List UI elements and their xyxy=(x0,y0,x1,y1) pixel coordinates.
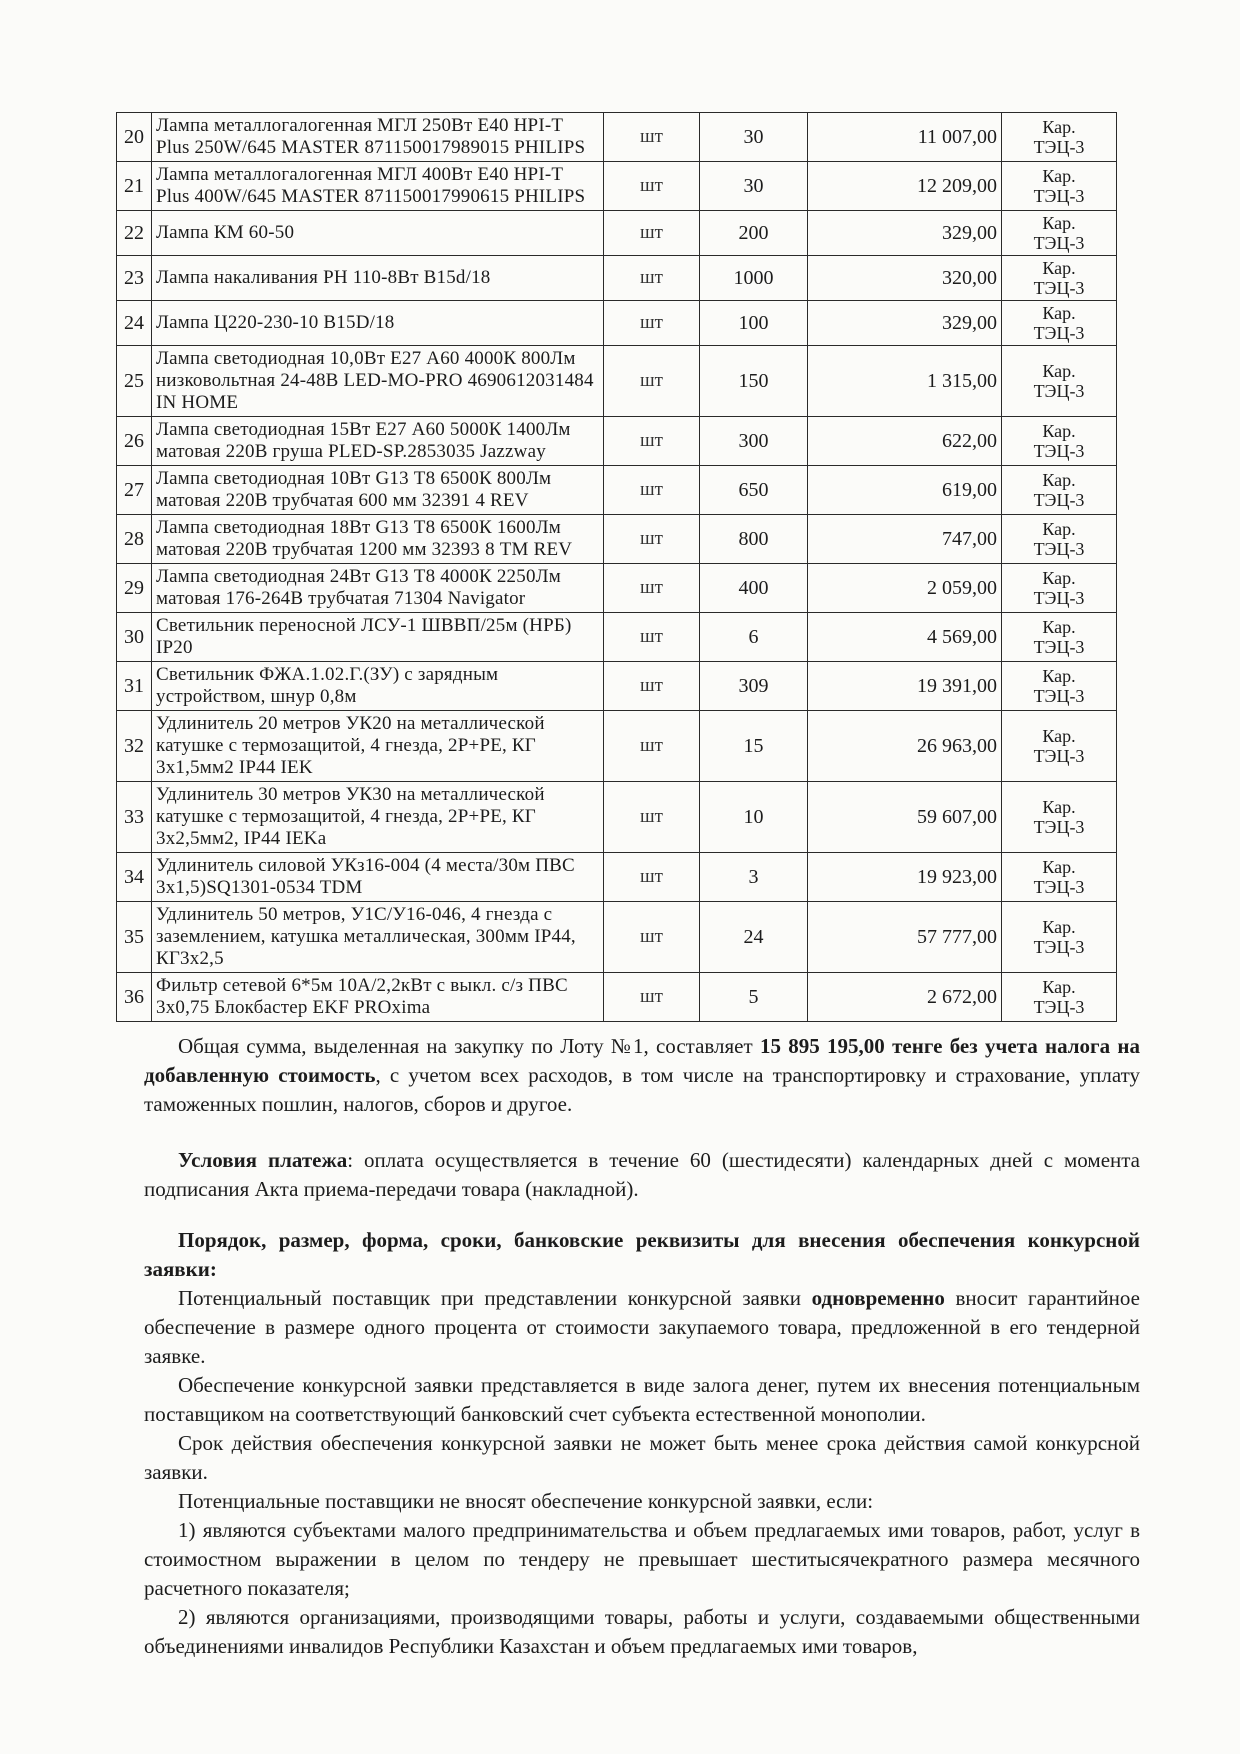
delivery-place xyxy=(1002,782,1117,853)
table-row xyxy=(117,417,1117,466)
delivery-place-line-1: Кар. xyxy=(1042,977,1076,997)
item-unit: шт xyxy=(604,113,700,162)
item-quantity: 800 xyxy=(700,515,808,564)
delivery-place-line-2: ТЭЦ-3 xyxy=(1033,937,1085,957)
delivery-place-line-2: ТЭЦ-3 xyxy=(1033,490,1085,510)
table-row xyxy=(117,211,1117,256)
delivery-place xyxy=(1002,211,1117,256)
bid-security-emphasis: одновременно xyxy=(811,1286,945,1310)
item-name: Лампа металлогалогенная МГЛ 400Вт Е40 HPI-T Plus 400W/645 MASTER 871150017990615 PHILIPS xyxy=(152,162,604,211)
row-number: 33 xyxy=(117,782,152,853)
item-price: 2 059,00 xyxy=(808,564,1002,613)
delivery-place-line-2: ТЭЦ-3 xyxy=(1033,441,1085,461)
item-name: Лампа накаливания РН 110-8Вт B15d/18 xyxy=(152,256,604,301)
row-number: 27 xyxy=(117,466,152,515)
goods-table-body xyxy=(117,113,1117,1022)
delivery-place-line-2: ТЭЦ-3 xyxy=(1033,686,1085,706)
item-unit: шт xyxy=(604,662,700,711)
row-number: 31 xyxy=(117,662,152,711)
delivery-place-line-1: Кар. xyxy=(1042,797,1076,817)
item-name: Светильник ФЖА.1.02.Г.(ЗУ) с зарядным устройством, шнур 0,8м xyxy=(152,662,604,711)
item-price: 59 607,00 xyxy=(808,782,1002,853)
delivery-place-line-2: ТЭЦ-3 xyxy=(1033,637,1085,657)
item-unit: шт xyxy=(604,853,700,902)
row-number: 32 xyxy=(117,711,152,782)
total-sum-amount: 15 895 195,00 тенге без учета налога на добавленную стоимость xyxy=(144,1034,1140,1087)
item-quantity: 100 xyxy=(700,301,808,346)
table-row xyxy=(117,113,1117,162)
item-quantity: 15 xyxy=(700,711,808,782)
item-unit: шт xyxy=(604,466,700,515)
item-name: Фильтр сетевой 6*5м 10А/2,2кВт с выкл. с/з ПВС 3х0,75 Блокбастер EKF PROxima xyxy=(152,973,604,1022)
item-quantity: 6 xyxy=(700,613,808,662)
delivery-place-line-2: ТЭЦ-3 xyxy=(1033,233,1085,253)
table-row xyxy=(117,782,1117,853)
item-price: 4 569,00 xyxy=(808,613,1002,662)
delivery-place xyxy=(1002,902,1117,973)
delivery-place-line-1: Кар. xyxy=(1042,166,1076,186)
delivery-place xyxy=(1002,346,1117,417)
item-quantity: 150 xyxy=(700,346,808,417)
delivery-place-line-1: Кар. xyxy=(1042,666,1076,686)
item-price: 329,00 xyxy=(808,211,1002,256)
delivery-place xyxy=(1002,613,1117,662)
item-price: 1 315,00 xyxy=(808,346,1002,417)
delivery-place-line-2: ТЭЦ-3 xyxy=(1033,746,1085,766)
row-number: 34 xyxy=(117,853,152,902)
row-number: 20 xyxy=(117,113,152,162)
item-unit: шт xyxy=(604,515,700,564)
delivery-place-line-2: ТЭЦ-3 xyxy=(1033,877,1085,897)
bid-security-heading: Порядок, размер, форма, сроки, банковские реквизиты для внесения обеспечения конкурсной заявки: xyxy=(144,1228,1140,1281)
item-price: 57 777,00 xyxy=(808,902,1002,973)
row-number: 29 xyxy=(117,564,152,613)
item-price: 747,00 xyxy=(808,515,1002,564)
delivery-place-line-1: Кар. xyxy=(1042,258,1076,278)
row-number: 28 xyxy=(117,515,152,564)
item-quantity: 400 xyxy=(700,564,808,613)
delivery-place-line-1: Кар. xyxy=(1042,421,1076,441)
delivery-place-line-2: ТЭЦ-3 xyxy=(1033,817,1085,837)
item-unit: шт xyxy=(604,346,700,417)
delivery-place xyxy=(1002,564,1117,613)
item-unit: шт xyxy=(604,417,700,466)
item-name: Лампа Ц220-230-10 B15D/18 xyxy=(152,301,604,346)
item-name: Лампа светодиодная 18Вт G13 Т8 6500К 1600Лм матовая 220В трубчатая 1200 мм 32393 8 TM REV xyxy=(152,515,604,564)
item-price: 11 007,00 xyxy=(808,113,1002,162)
table-row xyxy=(117,346,1117,417)
item-price: 622,00 xyxy=(808,417,1002,466)
item-name: Лампа КМ 60-50 xyxy=(152,211,604,256)
payment-terms-paragraph xyxy=(144,1146,1140,1204)
item-name: Лампа металлогалогенная МГЛ 250Вт Е40 HPI-T Plus 250W/645 MASTER 871150017989015 PHILIPS xyxy=(152,113,604,162)
item-quantity: 1000 xyxy=(700,256,808,301)
delivery-place-line-1: Кар. xyxy=(1042,857,1076,877)
item-unit: шт xyxy=(604,613,700,662)
row-number: 23 xyxy=(117,256,152,301)
item-quantity: 30 xyxy=(700,113,808,162)
goods-table xyxy=(116,112,1117,1022)
row-number: 21 xyxy=(117,162,152,211)
table-row xyxy=(117,902,1117,973)
item-quantity: 30 xyxy=(700,162,808,211)
delivery-place-line-1: Кар. xyxy=(1042,568,1076,588)
item-quantity: 309 xyxy=(700,662,808,711)
item-price: 19 391,00 xyxy=(808,662,1002,711)
delivery-place xyxy=(1002,256,1117,301)
table-row xyxy=(117,613,1117,662)
delivery-place-line-2: ТЭЦ-3 xyxy=(1033,278,1085,298)
delivery-place xyxy=(1002,853,1117,902)
item-name: Светильник переносной ЛСУ-1 ШВВП/25м (НРБ) IP20 xyxy=(152,613,604,662)
item-price: 26 963,00 xyxy=(808,711,1002,782)
delivery-place-line-1: Кар. xyxy=(1042,361,1076,381)
delivery-place-line-1: Кар. xyxy=(1042,470,1076,490)
delivery-place-line-1: Кар. xyxy=(1042,726,1076,746)
delivery-place-line-1: Кар. xyxy=(1042,117,1076,137)
item-price: 329,00 xyxy=(808,301,1002,346)
item-name: Удлинитель силовой УКз16-004 (4 места/30м ПВС 3х1,5)SQ1301-0534 TDM xyxy=(152,853,604,902)
item-quantity: 300 xyxy=(700,417,808,466)
item-unit: шт xyxy=(604,162,700,211)
row-number: 22 xyxy=(117,211,152,256)
item-name: Лампа светодиодная 24Вт G13 Т8 4000К 2250Лм матовая 176-264В трубчатая 71304 Navigator xyxy=(152,564,604,613)
bid-security-form: Обеспечение конкурсной заявки представляется в виде залога денег, путем их внесения потенциальным поставщиком на соответствующий банковский счет субъекта естественной монополии. xyxy=(144,1373,1140,1426)
bid-security-term: Срок действия обеспечения конкурсной заявки не может быть менее срока действия самой конкурсной заявки. xyxy=(144,1431,1140,1484)
delivery-place-line-2: ТЭЦ-3 xyxy=(1033,186,1085,206)
row-number: 36 xyxy=(117,973,152,1022)
delivery-place-line-2: ТЭЦ-3 xyxy=(1033,997,1085,1017)
item-price: 19 923,00 xyxy=(808,853,1002,902)
delivery-place xyxy=(1002,662,1117,711)
delivery-place xyxy=(1002,515,1117,564)
delivery-place-line-2: ТЭЦ-3 xyxy=(1033,539,1085,559)
table-row xyxy=(117,853,1117,902)
payment-terms-text: : оплата осуществляется в течение 60 (шестидесяти) календарных дней с момента подписания Акта приема-передачи товара (накладной). xyxy=(144,1148,1141,1201)
bid-security-exemptions-intro: Потенциальные поставщики не вносят обеспечение конкурсной заявки, если: xyxy=(178,1489,874,1513)
item-name: Лампа светодиодная 15Вт Е27 А60 5000К 1400Лм матовая 220В груша PLED-SP.2853035 Jazzway xyxy=(152,417,604,466)
delivery-place xyxy=(1002,113,1117,162)
total-sum-text-end: , с учетом всех расходов, в том числе на транспортировку и страхование, уплату таможенных пошлин, налогов, сборов и другое. xyxy=(144,1063,1140,1116)
item-name: Лампа светодиодная 10Вт G13 Т8 6500К 800Лм матовая 220В трубчатая 600 мм 32391 4 REV xyxy=(152,466,604,515)
table-row xyxy=(117,256,1117,301)
item-unit: шт xyxy=(604,211,700,256)
row-number: 30 xyxy=(117,613,152,662)
item-price: 619,00 xyxy=(808,466,1002,515)
delivery-place xyxy=(1002,711,1117,782)
row-number: 24 xyxy=(117,301,152,346)
table-row xyxy=(117,711,1117,782)
item-price: 320,00 xyxy=(808,256,1002,301)
row-number: 35 xyxy=(117,902,152,973)
table-row xyxy=(117,973,1117,1022)
delivery-place-line-1: Кар. xyxy=(1042,213,1076,233)
table-row xyxy=(117,564,1117,613)
table-row xyxy=(117,466,1117,515)
delivery-place xyxy=(1002,973,1117,1022)
item-quantity: 650 xyxy=(700,466,808,515)
item-name: Удлинитель 30 метров УК30 на металлической катушке с термозащитой, 4 гнезда, 2Р+РЕ, КГ 3х2,5мм2, IP44 IEKa xyxy=(152,782,604,853)
item-name: Лампа светодиодная 10,0Вт Е27 А60 4000К 800Лм низковольтная 24-48В LED-MO-PRO 4690612031484 IN HOME xyxy=(152,346,604,417)
bid-security-text: Потенциальный поставщик при представлении конкурсной заявки xyxy=(178,1286,812,1310)
item-quantity: 200 xyxy=(700,211,808,256)
total-sum-text: Общая сумма, выделенная на закупку по Лоту №1, составляет xyxy=(178,1034,760,1058)
delivery-place-line-1: Кар. xyxy=(1042,519,1076,539)
row-number: 26 xyxy=(117,417,152,466)
payment-terms-label: Условия платежа xyxy=(178,1148,348,1172)
delivery-place-line-1: Кар. xyxy=(1042,303,1076,323)
delivery-place-line-2: ТЭЦ-3 xyxy=(1033,381,1085,401)
bid-security-exemption-1: 1) являются субъектами малого предпринимательства и объем предлагаемых ими товаров, работ, услуг в стоимостном выражении в целом по тендеру не превышает шеститысячекратного размера месячного расчетного показателя; xyxy=(144,1518,1140,1600)
row-number: 25 xyxy=(117,346,152,417)
delivery-place-line-2: ТЭЦ-3 xyxy=(1033,137,1085,157)
item-price: 12 209,00 xyxy=(808,162,1002,211)
delivery-place-line-1: Кар. xyxy=(1042,917,1076,937)
item-unit: шт xyxy=(604,564,700,613)
item-name: Удлинитель 20 метров УК20 на металлической катушке с термозащитой, 4 гнезда, 2Р+РЕ, КГ 3х1,5мм2 IP44 IEK xyxy=(152,711,604,782)
bid-security-exemption-2: 2) являются организациями, производящими товары, работы и услуги, создаваемыми общественными объединениями инвалидов Республики Казахстан и объем предлагаемых ими товаров, xyxy=(144,1605,1140,1658)
item-unit: шт xyxy=(604,902,700,973)
item-name: Удлинитель 50 метров, У1С/У16-046, 4 гнезда с заземлением, катушка металлическая, 300мм IP44, КГ3х2,5 xyxy=(152,902,604,973)
item-unit: шт xyxy=(604,973,700,1022)
table-row xyxy=(117,301,1117,346)
item-quantity: 5 xyxy=(700,973,808,1022)
item-unit: шт xyxy=(604,256,700,301)
table-row xyxy=(117,515,1117,564)
table-row xyxy=(117,662,1117,711)
delivery-place-line-2: ТЭЦ-3 xyxy=(1033,323,1085,343)
item-price: 2 672,00 xyxy=(808,973,1002,1022)
delivery-place-line-2: ТЭЦ-3 xyxy=(1033,588,1085,608)
table-row xyxy=(117,162,1117,211)
bid-security-section xyxy=(144,1226,1140,1661)
total-sum-paragraph xyxy=(144,1032,1140,1119)
item-quantity: 3 xyxy=(700,853,808,902)
delivery-place xyxy=(1002,417,1117,466)
bid-security-text-end: вносит гарантийное обеспечение в размере одного процента от стоимости закупаемого товара, предложенной в его тендерной заявке. xyxy=(144,1286,1140,1368)
delivery-place xyxy=(1002,162,1117,211)
item-unit: шт xyxy=(604,711,700,782)
delivery-place xyxy=(1002,301,1117,346)
item-unit: шт xyxy=(604,301,700,346)
delivery-place xyxy=(1002,466,1117,515)
item-quantity: 24 xyxy=(700,902,808,973)
item-unit: шт xyxy=(604,782,700,853)
item-quantity: 10 xyxy=(700,782,808,853)
delivery-place-line-1: Кар. xyxy=(1042,617,1076,637)
